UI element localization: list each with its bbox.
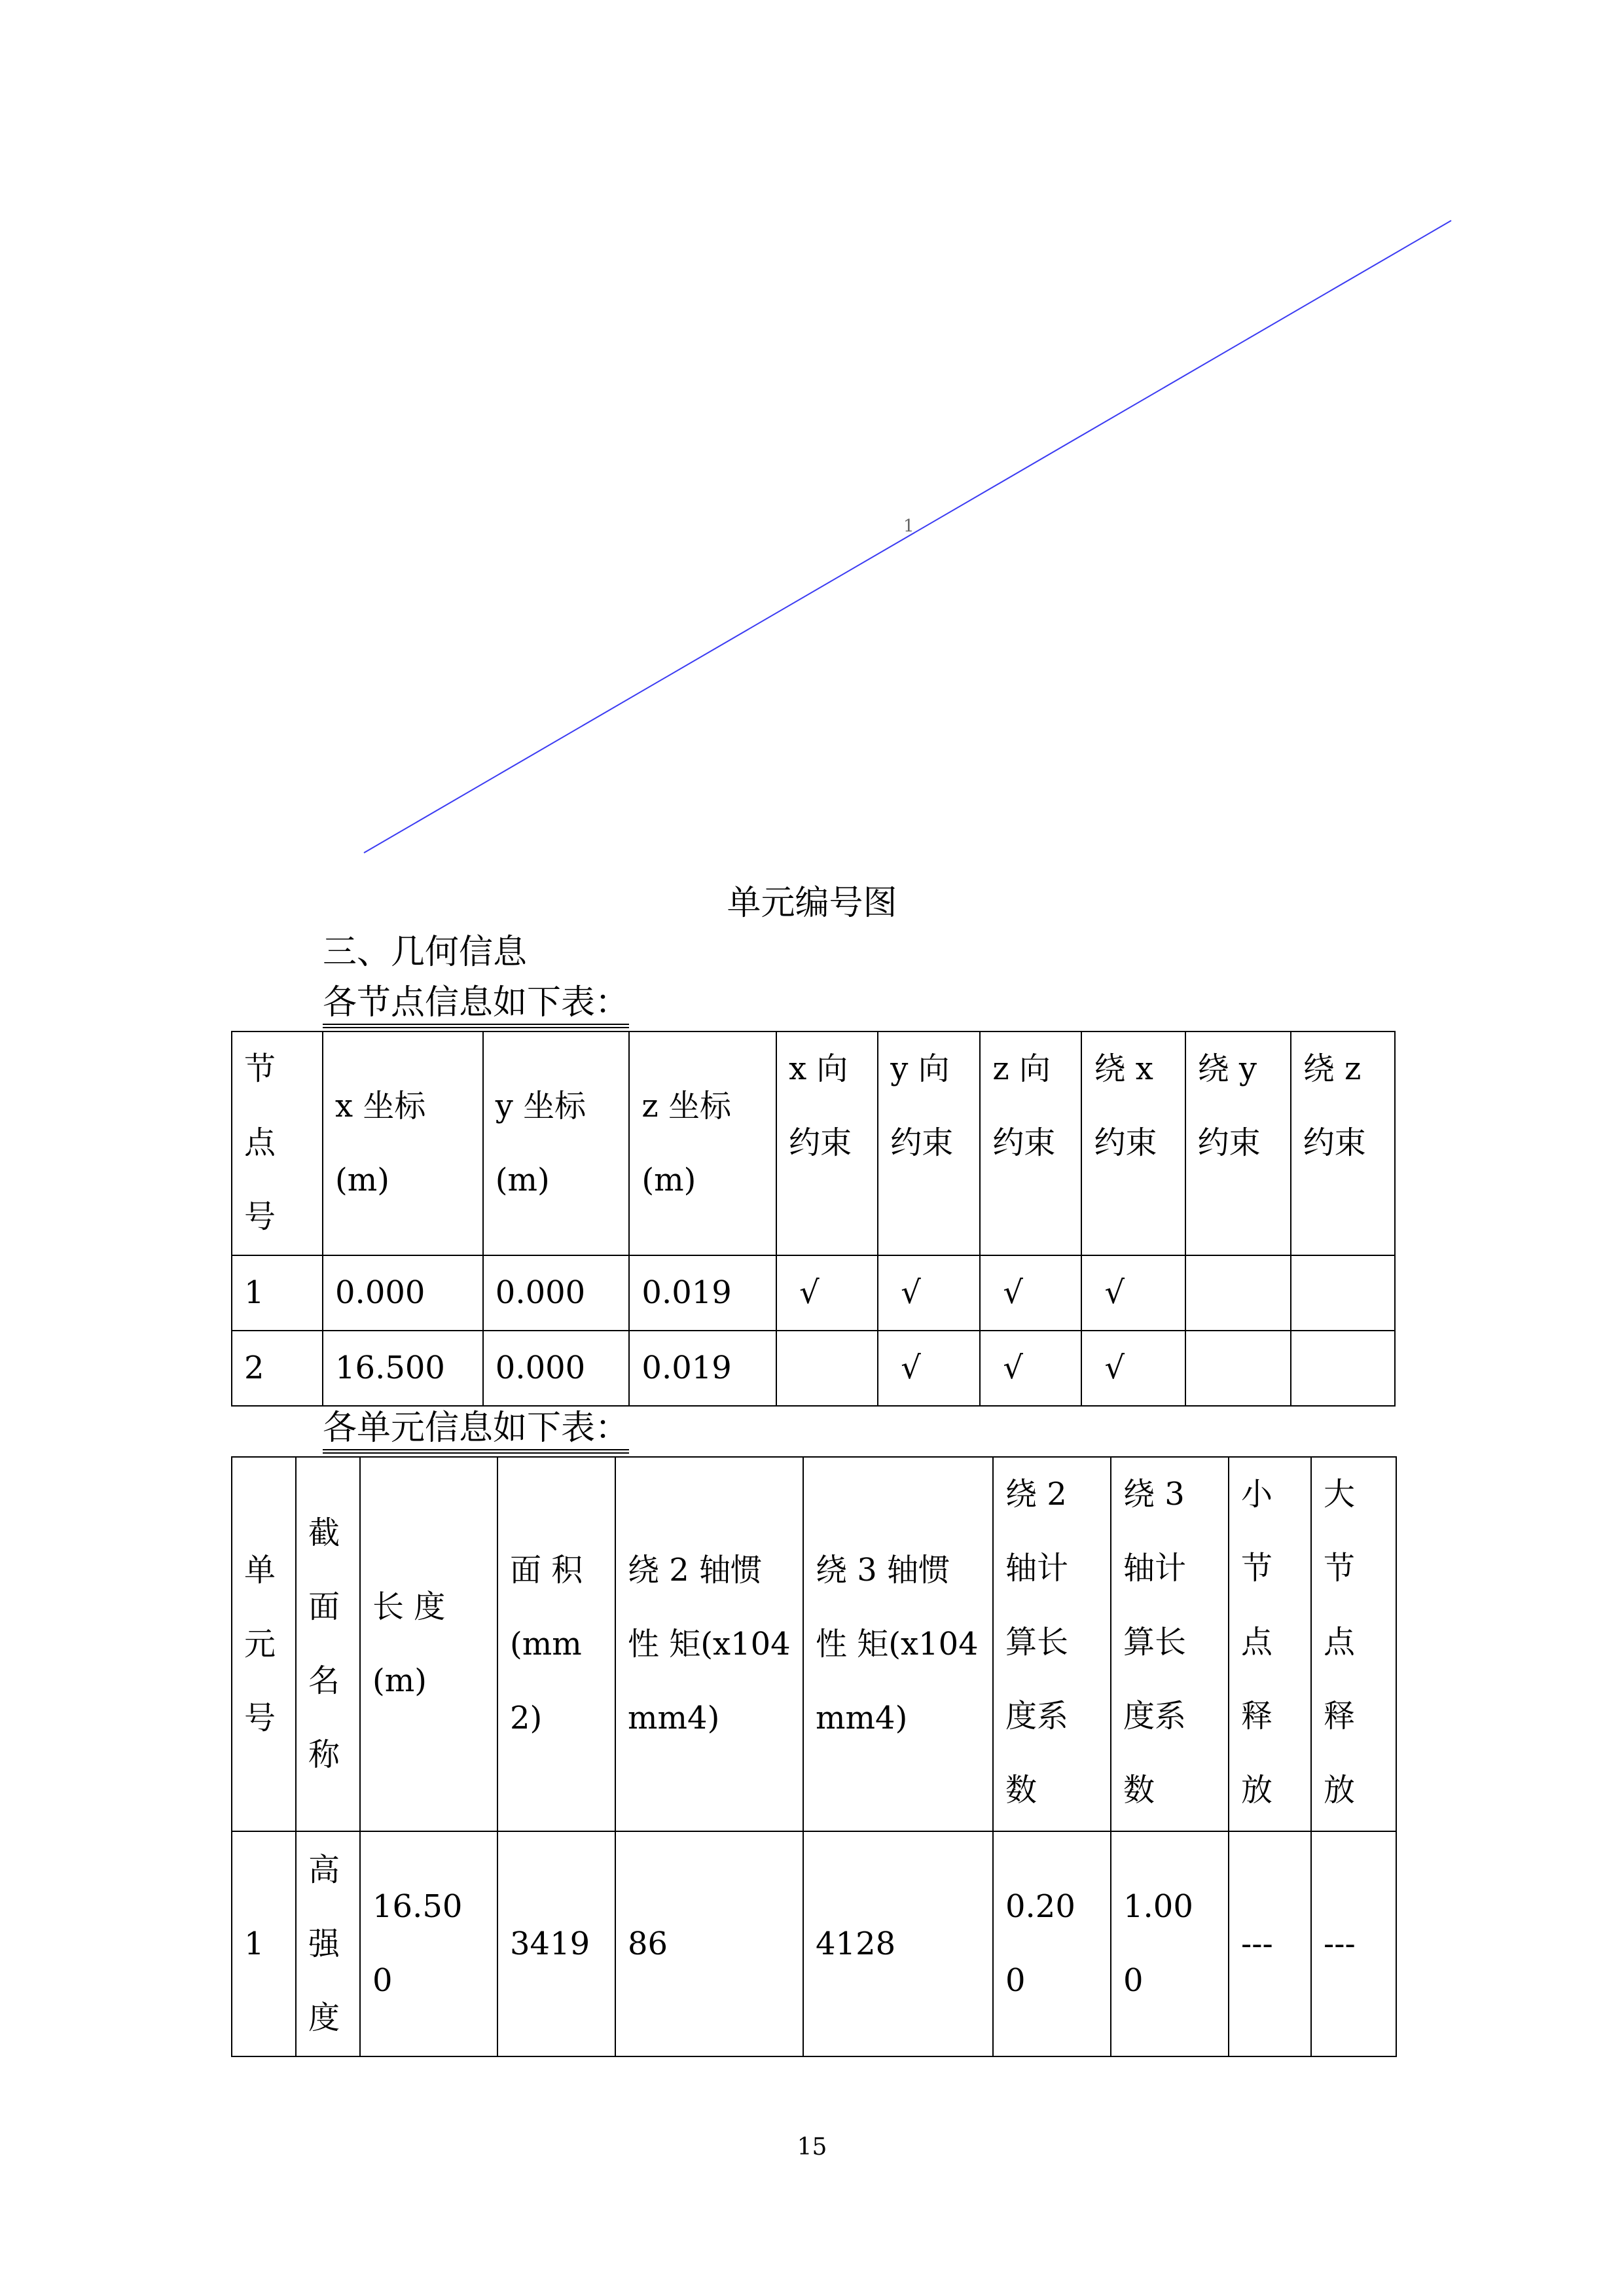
cell-z-restraint: √ [980,1255,1081,1331]
element-info-table [231,1456,1397,2057]
cell-small-node-release: --- [1229,1831,1311,2056]
header-y-coord: y 坐标(m) [483,1031,630,1255]
header-rx-restraint: 绕 x 约束 [1081,1031,1185,1255]
cell-element-no: 1 [232,1831,296,2056]
cell-inertia-axis3: 4128 [803,1831,993,2056]
header-area: 面 积(mm2) [497,1457,615,1831]
cell-y-restraint: √ [878,1331,980,1406]
header-length: 长 度(m) [360,1457,497,1831]
header-z-coord: z 坐标(m) [629,1031,776,1255]
table-row [232,1331,1395,1406]
cell-large-node-release: --- [1311,1831,1396,2056]
header-inertia-axis3: 绕 3 轴惯 性 矩(x104mm4) [803,1457,993,1831]
cell-length-factor-axis3: 1.000 [1111,1831,1229,2056]
cell-section-name: 高强度 [296,1831,360,2056]
cell-y-coord: 0.000 [483,1331,630,1406]
cell-inertia-axis2: 86 [615,1831,803,2056]
cell-z-coord: 0.019 [629,1255,776,1331]
header-small-node-release: 小节点释放 [1229,1457,1311,1831]
cell-ry-restraint [1185,1331,1291,1406]
header-length-factor-axis3: 绕 3 轴计算长度系数 [1111,1457,1229,1831]
header-element-no: 单元号 [232,1457,296,1831]
header-rz-restraint: 绕 z 约束 [1291,1031,1395,1255]
cell-x-coord: 16.500 [323,1331,483,1406]
cell-length-factor-axis2: 0.200 [993,1831,1111,2056]
element-table-intro: 各单元信息如下表： [323,1407,629,1454]
cell-rz-restraint [1291,1331,1395,1406]
cell-x-restraint [776,1331,878,1406]
cell-rz-restraint [1291,1255,1395,1331]
cell-x-restraint: √ [776,1255,878,1331]
node-table-intro: 各节点信息如下表： [323,982,629,1028]
element-1-line [364,221,1451,853]
header-length-factor-axis2: 绕 2 轴计算长度系数 [993,1457,1111,1831]
header-ry-restraint: 绕 y 约束 [1185,1031,1291,1255]
diagram-caption: 单元编号图 [727,884,897,923]
cell-x-coord: 0.000 [323,1255,483,1331]
header-node-no: 节点号 [232,1031,323,1255]
cell-node-no: 2 [232,1331,323,1406]
header-inertia-axis2: 绕 2 轴惯 性 矩(x104mm4) [615,1457,803,1831]
cell-z-restraint: √ [980,1331,1081,1406]
header-y-restraint: y 向约束 [878,1031,980,1255]
element-1-label: 1 [903,516,914,536]
cell-area: 3419 [497,1831,615,2056]
cell-rx-restraint: √ [1081,1255,1185,1331]
header-section-name: 截面名称 [296,1457,360,1831]
cell-rx-restraint: √ [1081,1331,1185,1406]
page-number: 15 [797,2134,827,2161]
header-z-restraint: z 向约束 [980,1031,1081,1255]
table-row [232,1255,1395,1331]
section-heading: 三、几何信息 [323,933,528,972]
cell-y-restraint: √ [878,1255,980,1331]
header-x-coord: x 坐标(m) [323,1031,483,1255]
cell-ry-restraint [1185,1255,1291,1331]
cell-node-no: 1 [232,1255,323,1331]
cell-length: 16.500 [360,1831,497,2056]
table-row [232,1831,1396,2056]
node-info-table [231,1031,1396,1407]
element-numbering-diagram [0,0,1624,890]
cell-y-coord: 0.000 [483,1255,630,1331]
cell-z-coord: 0.019 [629,1331,776,1406]
header-large-node-release: 大节点释放 [1311,1457,1396,1831]
header-x-restraint: x 向约束 [776,1031,878,1255]
